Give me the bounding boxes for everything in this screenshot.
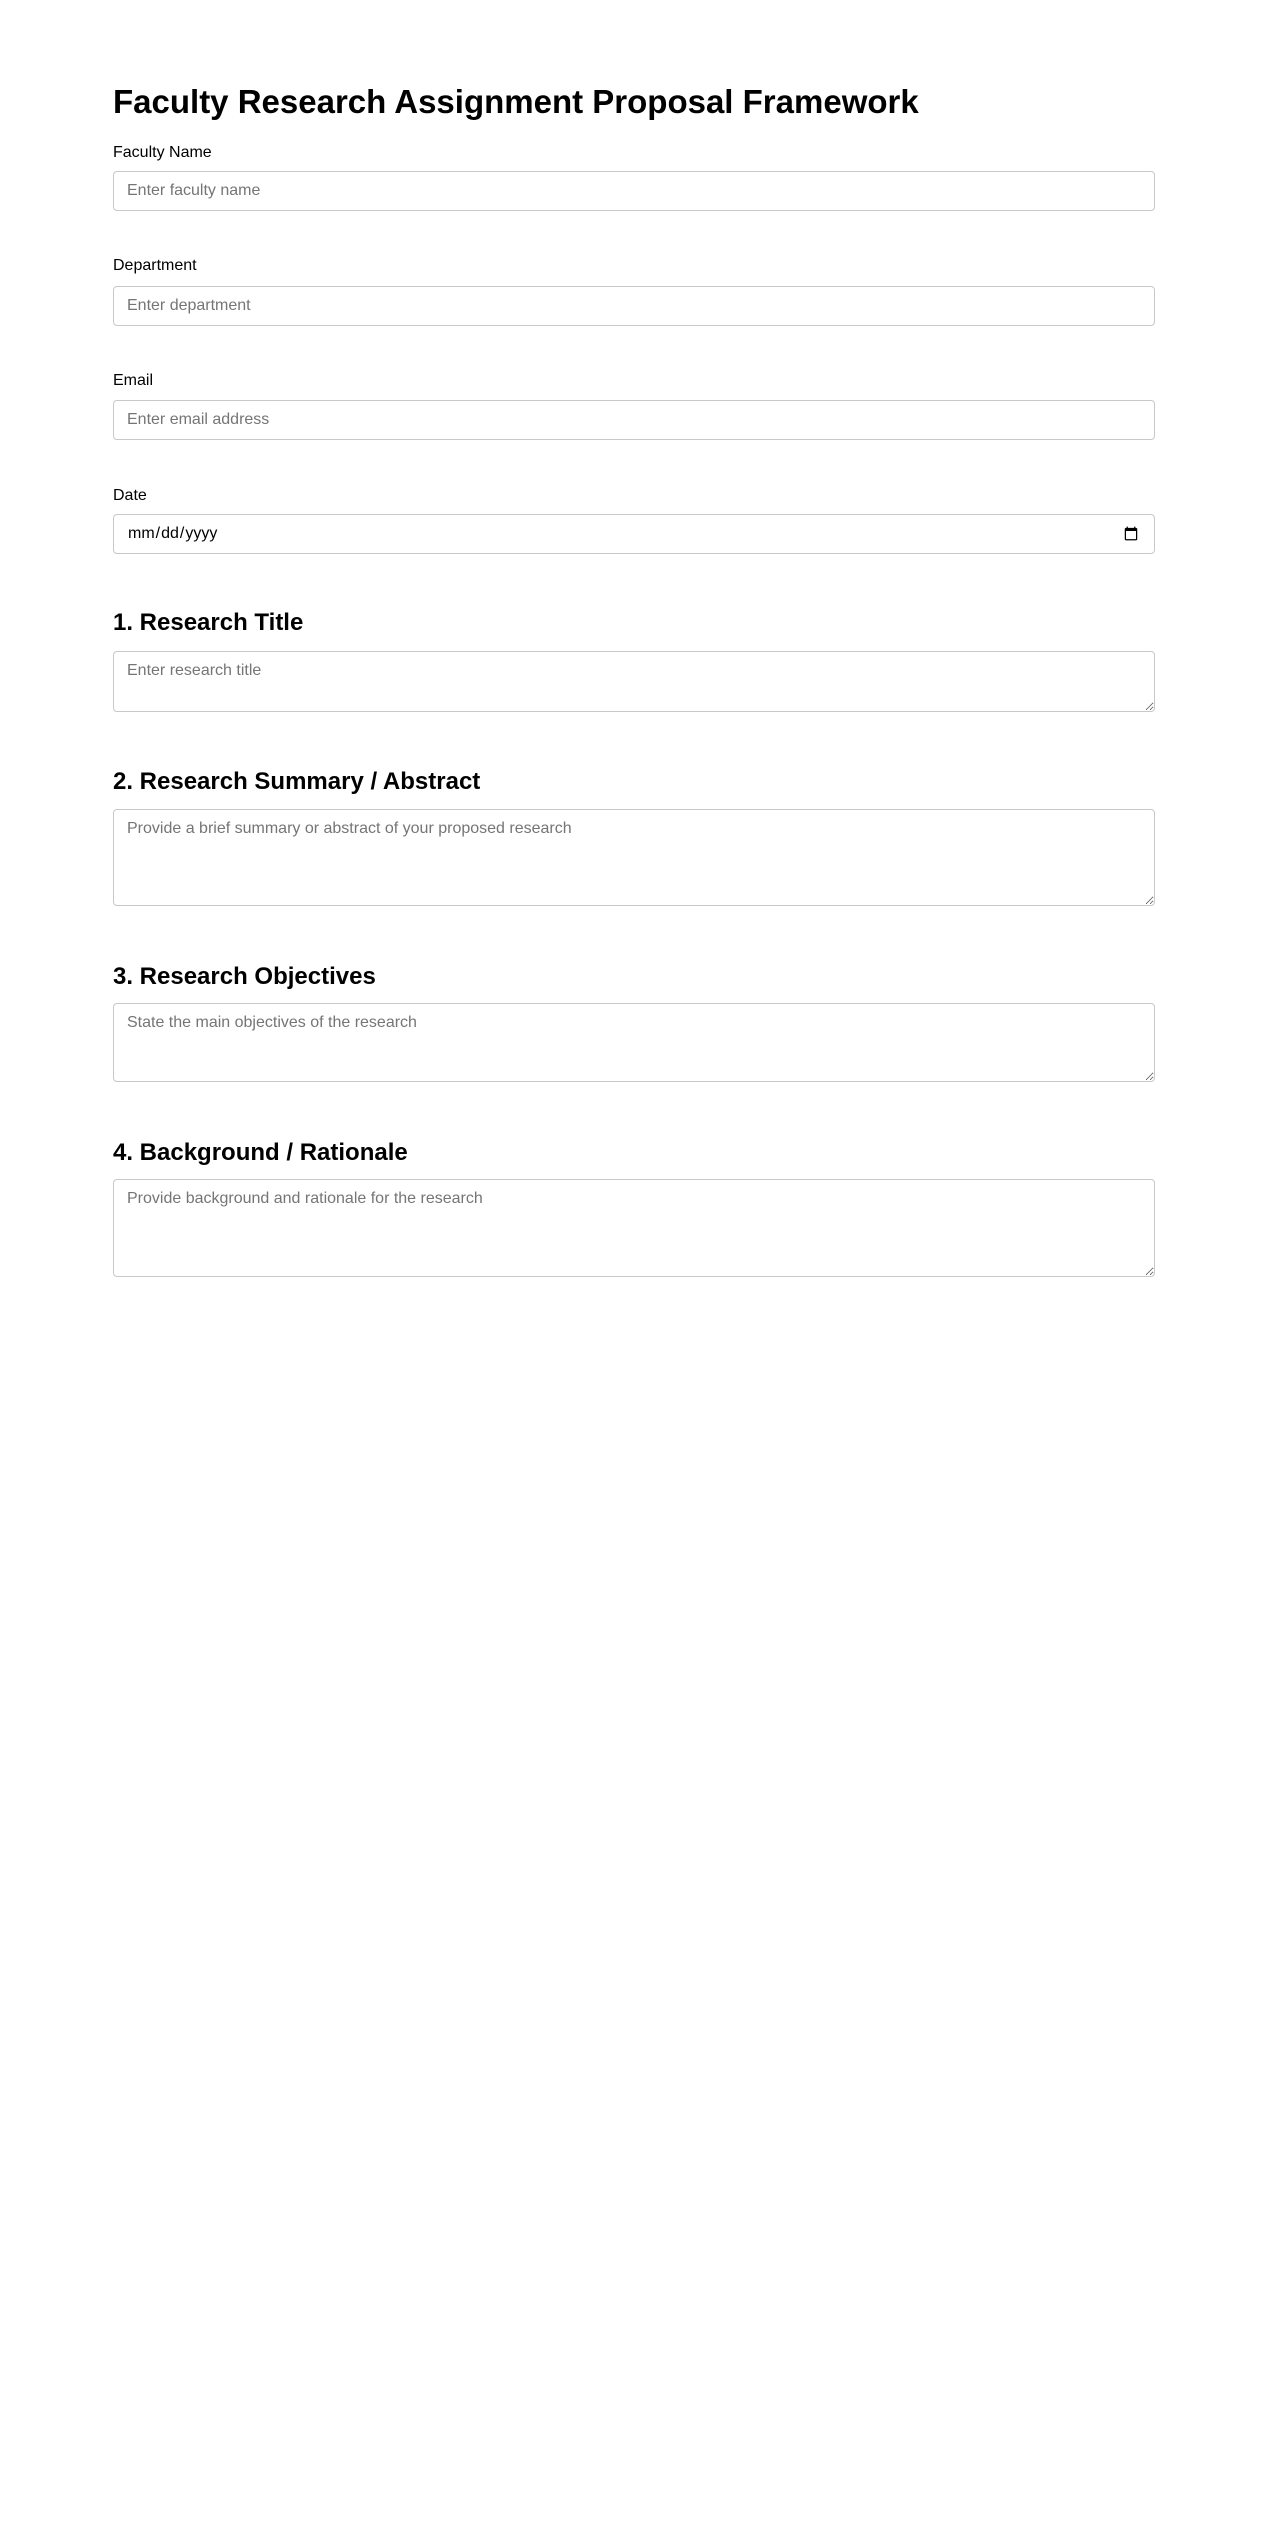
background-rationale-heading: 4. Background / Rationale [113,1139,408,1166]
department-input[interactable] [113,286,1155,326]
email-label: Email [113,372,154,389]
research-summary-textarea[interactable] [113,809,1155,906]
background-rationale-textarea[interactable] [113,1179,1155,1277]
research-title-heading: 1. Research Title [113,609,304,636]
faculty-name-label: Faculty Name [113,144,212,161]
research-objectives-textarea[interactable] [113,1003,1155,1082]
research-objectives-heading: 3. Research Objectives [113,963,376,990]
research-summary-heading: 2. Research Summary / Abstract [113,768,481,795]
date-input[interactable] [113,514,1155,554]
page-title: Faculty Research Assignment Proposal Framework [113,83,919,120]
faculty-name-input[interactable] [113,171,1155,211]
department-label: Department [113,257,197,274]
date-label: Date [113,487,147,504]
email-input[interactable] [113,400,1155,440]
research-title-textarea[interactable] [113,651,1155,712]
